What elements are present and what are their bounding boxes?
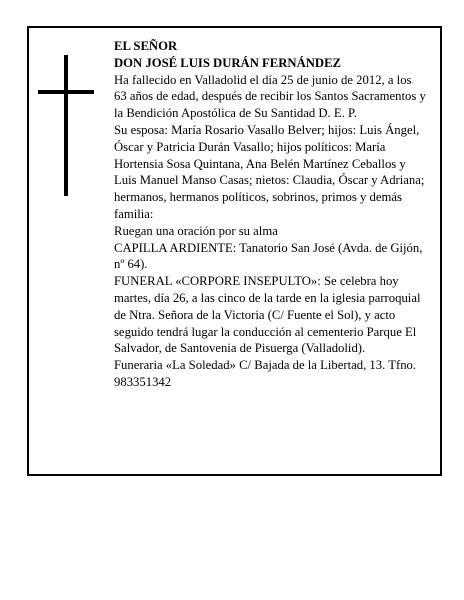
cross-icon-horizontal-bar bbox=[38, 90, 94, 94]
chapel-info: CAPILLA ARDIENTE: Tanatorio San José (Avda. de Gijón, nº 64). bbox=[114, 240, 423, 272]
death-announcement: Ha fallecido en Valladolid el día 25 de junio de 2012, a los 63 años de edad, después de recibir los Santos Sacramentos y la Bendición Apostólica de Su Santidad D. E. P. bbox=[114, 72, 426, 121]
family-list: Su esposa: María Rosario Vasallo Belver; hijos: Luis Ángel, Óscar y Patricia Durán Vasallo; hijos políticos: María Hortensia Sosa Quintana, Ana Belén Martínez Ceballos y Luis Manuel Manso Casas; nietos: Claudia, Óscar y Adriana; hermanos, hermanos políticos, sobrinos, primos y demás familia: bbox=[114, 122, 425, 221]
cross-icon-vertical-bar bbox=[64, 55, 68, 196]
obituary-text bbox=[114, 38, 426, 391]
deceased-name: DON JOSÉ LUIS DURÁN FERNÁNDEZ bbox=[114, 55, 341, 70]
funeral-home-info: Funeraria «La Soledad» C/ Bajada de la Libertad, 13. Tfno. 983351342 bbox=[114, 358, 417, 389]
funeral-info: FUNERAL «CORPORE INSEPULTO»: Se celebra hoy martes, día 26, a las cinco de la tarde en la iglesia parroquial de Ntra. Señora de la Victoria (C/ Fuente el Sol), y acto seguido tendrá lugar la conducción al cementerio Parque El Salvador, de Santovenia de Pisuerga (Valladolid). bbox=[114, 274, 421, 356]
title-line-1: EL SEÑOR bbox=[114, 39, 178, 53]
prayer-request: Ruegan una oración por su alma bbox=[114, 223, 278, 238]
